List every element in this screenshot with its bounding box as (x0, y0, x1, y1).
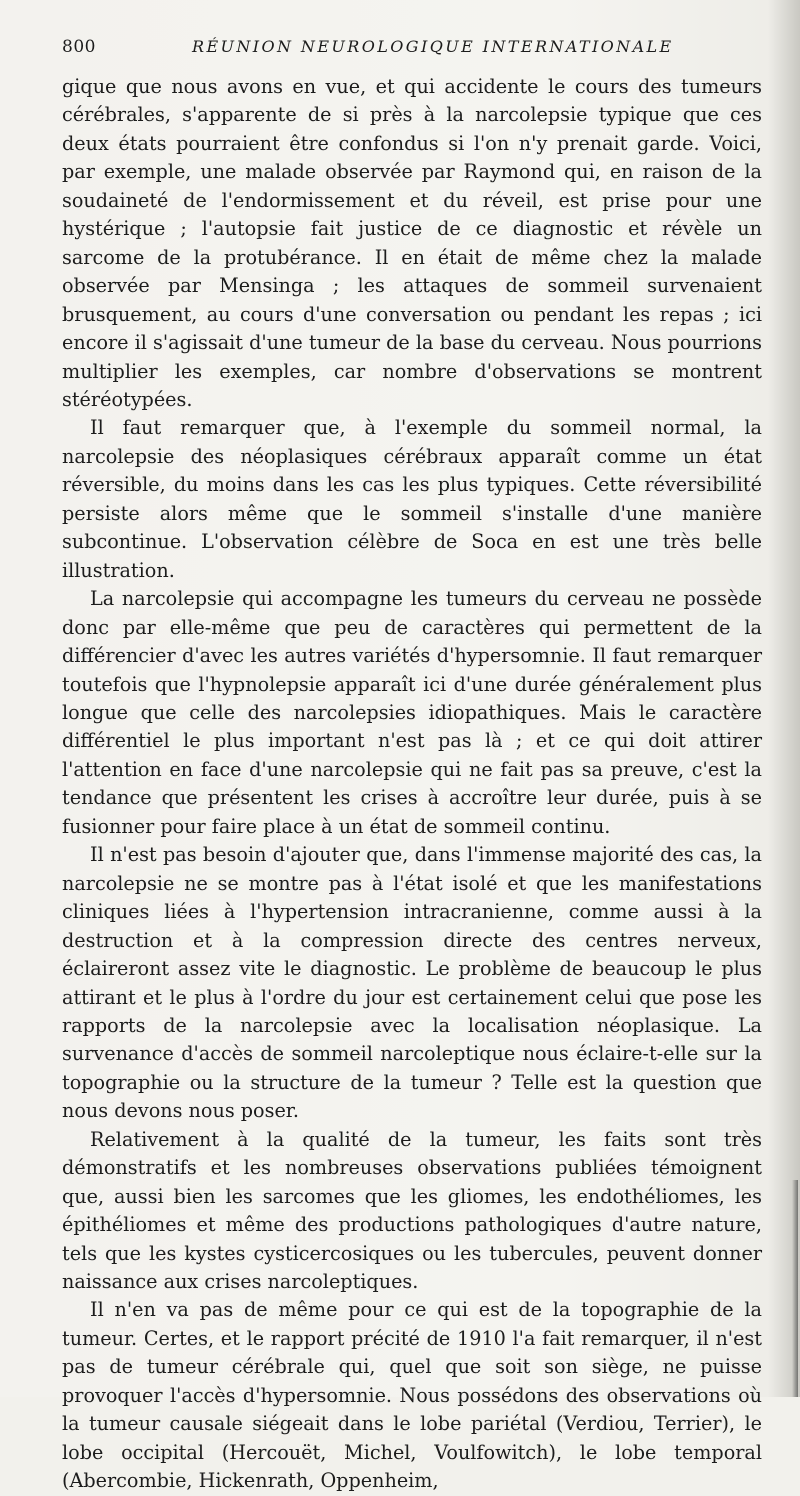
paragraph-1-continued: gique que nous avons en vue, et qui accidente le cours des tumeurs cérébrales, s'apparente de si près à la narcolepsie typique que ces deux états pourraient être confondus si l'on n'y prenait garde. Voici, par exemple, une malade observée par Raymond qui, en raison de la soudaineté de l'endormissement et du réveil, est prise pour une hystérique ; l'autopsie fait justice de ce diagnostic et révèle un sarcome de la protubérance. Il en était de même chez la malade observée par Mensinga ; les attaques de sommeil survenaient brusquement, au cours d'une conversation ou pendant les repas ; ici encore il s'agissait d'une tumeur de la base du cerveau. Nous pourrions multiplier les exemples, car nombre d'observations se montrent stéréotypées. (62, 75, 762, 411)
page-number: 800 (62, 37, 96, 57)
body-text (62, 73, 762, 1496)
running-title: RÉUNION NEUROLOGIQUE INTERNATIONALE (192, 37, 674, 56)
running-head (62, 37, 760, 61)
paragraph-2: Il faut remarquer que, à l'exemple du sommeil normal, la narcolepsie des néoplasiques cérébraux apparaît comme un état réversible, du moins dans les cas les plus typiques. Cette réversibilité persiste alors même que le sommeil s'installe d'une manière subcontinue. L'observation célèbre de Soca en est une très belle illustration. (62, 416, 762, 582)
paragraph-6: Il n'en va pas de même pour ce qui est de la topographie de la tumeur. Certes, et le rapport précité de 1910 l'a fait remarquer, il n'est pas de tumeur cérébrale qui, quel que soit son siège, ne puisse provoquer l'accès d'hypersomnie. Nous possédons des observations où la tumeur causale siégeait dans le lobe pariétal (Verdiou, Terrier), le lobe occipital (Hercouët, Michel, Voulfowitch), le lobe temporal (Abercombie, Hickenrath, Oppenheim, (62, 1298, 762, 1493)
scan-edge-shadow (792, 1180, 798, 1397)
paragraph-5: Relativement à la qualité de la tumeur, les faits sont très démonstratifs et les nombreuses observations publiées témoignent que, aussi bien les sarcomes que les gliomes, les endothéliomes, les épithéliomes et même des productions pathologiques d'autre nature, tels que les kystes cysticercosiques ou les tubercules, peuvent donner naissance aux crises narcoleptiques. (62, 1127, 762, 1294)
paragraph-4: Il n'est pas besoin d'ajouter que, dans l'immense majorité des cas, la narcolepsie ne se montre pas à l'état isolé et que les manifestations cliniques liées à l'hypertension intracranienne, comme aussi à la destruction et à la compression directe des centres nerveux, éclaireront assez vite le diagnostic. Le problème de beaucoup le plus attirant et le plus à l'ordre du jour est certainement celui que pose les rapports de la narcolepsie avec la localisation néoplasique. La survenance d'accès de sommeil narcoleptique nous éclaire-t-elle sur la topographie ou la structure de la tumeur ? Telle est la question que nous devons nous poser. (62, 843, 762, 1123)
paragraph-3: La narcolepsie qui accompagne les tumeurs du cerveau ne possède donc par elle-même que peu de caractères qui permettent de la différencier d'avec les autres variétés d'hypersomnie. Il faut remarquer toutefois que l'hypnolepsie apparaît ici d'une durée généralement plus longue que celle des narcolepsies idiopathiques. Mais le caractère différentiel le plus important n'est pas là ; et ce qui doit attirer l'attention en face d'une narcolepsie qui ne fait pas sa preuve, c'est la tendance que présentent les crises à accroître leur durée, puis à se fusionner pour faire place à un état de sommeil continu. (62, 587, 762, 838)
